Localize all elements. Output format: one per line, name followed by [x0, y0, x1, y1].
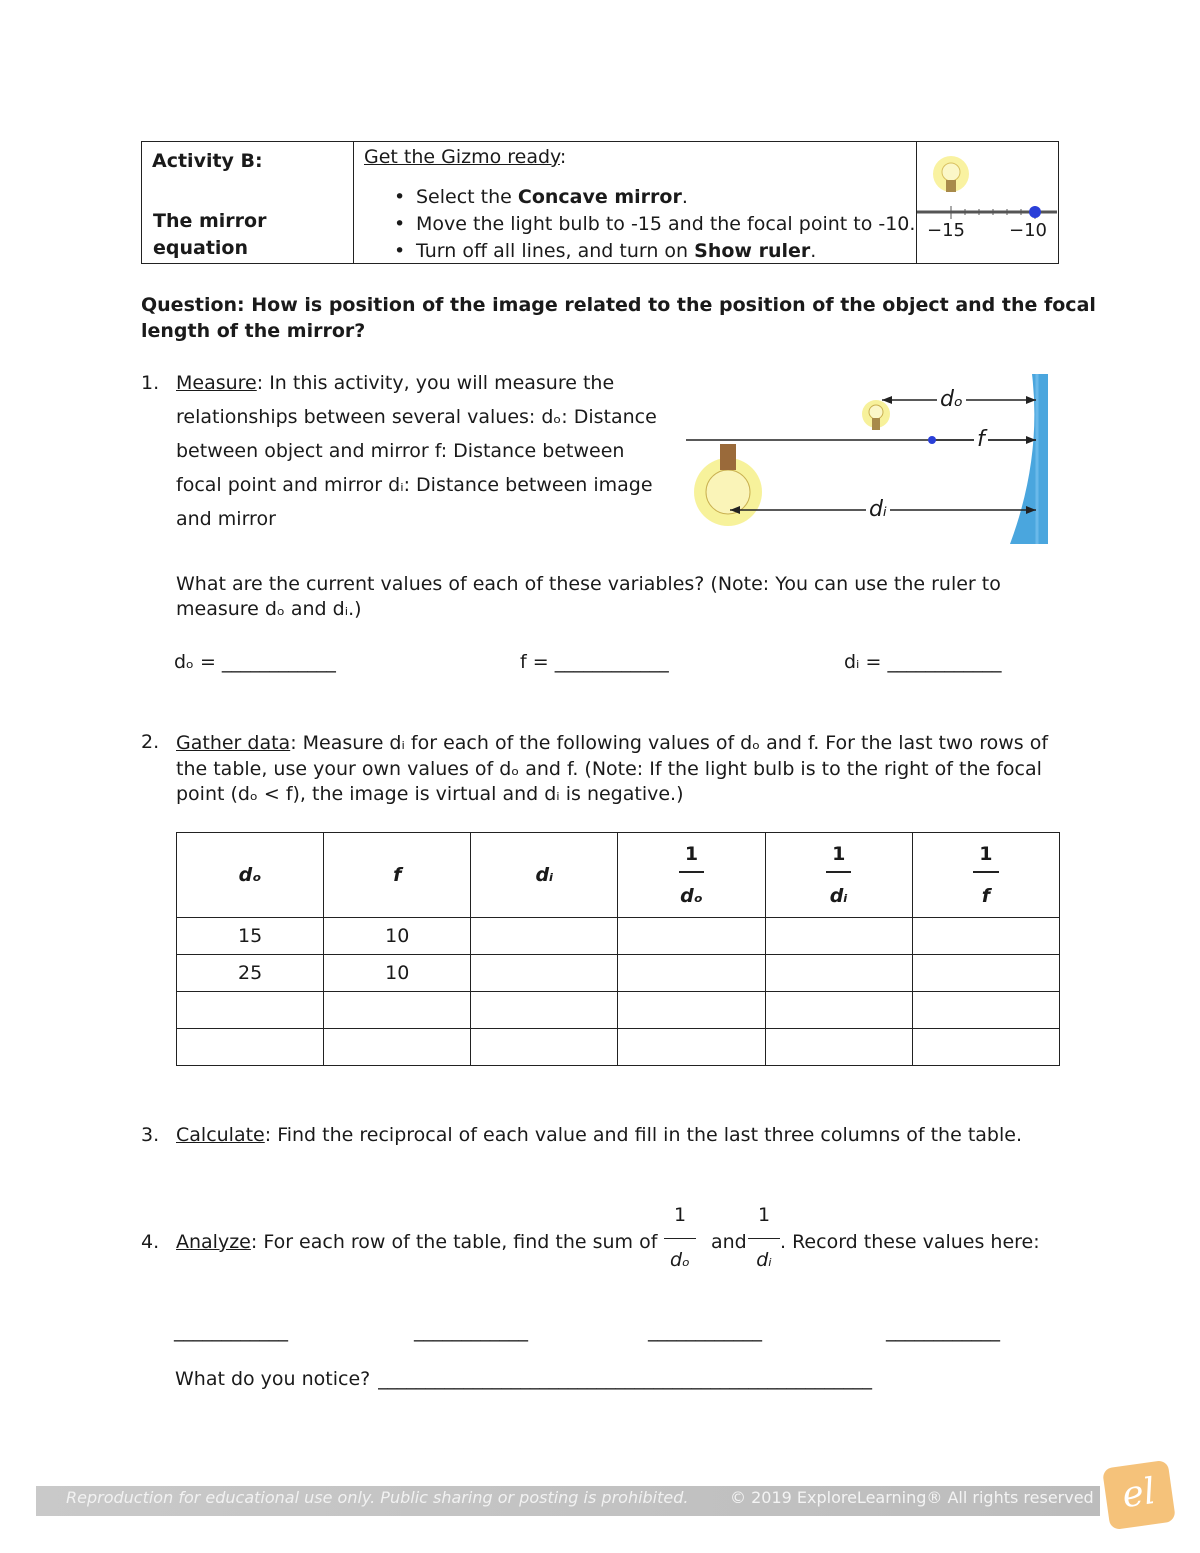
- q3-heading: Calculate: [176, 1124, 265, 1146]
- table-cell[interactable]: [618, 955, 765, 992]
- setup-bullet: • Select the Concave mirror.: [416, 186, 688, 208]
- notice-label: What do you notice?: [175, 1368, 371, 1390]
- mirror-diagram: [686, 372, 1048, 544]
- di-answer-blank[interactable]: dᵢ = ____________: [844, 651, 1002, 673]
- q2-text: Gather data: Measure dᵢ for each of the following values of dₒ and f. For the last two rows of the table, use your own values of dₒ and f. (Note: If the light bulb is to the right of the focal point (dₒ < f), the image is virtual and dᵢ is negative.): [176, 732, 1049, 805]
- table-cell: 25: [177, 955, 324, 992]
- sum-answer-blank[interactable]: ____________: [414, 1320, 528, 1342]
- q1-text: Measure: In this activity, you will measure the relationships between several values: dₒ: Distance between object and mirror f: Distance between focal point and mirror dᵢ: Distance between image and mirror: [176, 372, 657, 530]
- q2-heading: Gather data: [176, 732, 291, 754]
- ruler-preview-cell: [916, 142, 1058, 263]
- q4-fraction-di: 1 dᵢ: [748, 1204, 780, 1271]
- table-row: [177, 1029, 1060, 1066]
- header-f: f: [324, 833, 471, 918]
- diagram-label-do: dₒ: [937, 387, 966, 412]
- activity-title-cell: [142, 142, 354, 263]
- diagram-label-di: dᵢ: [866, 497, 890, 522]
- question-line2: length of the mirror?: [141, 320, 366, 342]
- q4-number: 4.: [141, 1231, 160, 1253]
- data-table: [176, 832, 1060, 1066]
- ruler-preview-image: [917, 142, 1057, 262]
- setup-bullet: • Turn off all lines, and turn on Show ruler.: [416, 240, 816, 262]
- table-cell[interactable]: [471, 955, 618, 992]
- table-cell[interactable]: [765, 955, 912, 992]
- table-header-row: [177, 833, 1060, 918]
- q1-prompt-line1: What are the current values of each of these variables? (Note: You can use the ruler to: [176, 573, 1001, 595]
- footer-copyright: © 2019 ExploreLearning® All rights reserved: [730, 1488, 1094, 1507]
- header-do: dₒ: [177, 833, 324, 918]
- q4-text-c: . Record these values here:: [780, 1231, 1040, 1253]
- ruler-label-minus-10: −10: [1009, 220, 1047, 241]
- q4-heading: Analyze: [176, 1231, 251, 1253]
- table-cell[interactable]: [912, 918, 1059, 955]
- sum-answer-blank[interactable]: ____________: [886, 1320, 1000, 1342]
- table-cell[interactable]: [765, 1029, 912, 1066]
- table-cell[interactable]: [471, 918, 618, 955]
- notice-answer-blank[interactable]: ____________________________________________________: [378, 1368, 872, 1390]
- q1-heading: Measure: [176, 372, 257, 394]
- header-recip-f: $\frac{1}{f}$: [912, 833, 1059, 918]
- explorelearning-logo-icon: el: [1102, 1460, 1176, 1531]
- setup-heading: Get the Gizmo ready:: [364, 146, 567, 168]
- header-di: dᵢ: [471, 833, 618, 918]
- table-cell[interactable]: [765, 918, 912, 955]
- diagram-label-f: f: [974, 427, 988, 452]
- sum-answer-blank[interactable]: ____________: [174, 1320, 288, 1342]
- table-row: [177, 918, 1060, 955]
- header-recip-di: $\frac{1}{\text{dᵢ}}$: [765, 833, 912, 918]
- table-row: [177, 955, 1060, 992]
- q2-number: 2.: [141, 731, 160, 753]
- q4-text-a: Analyze: For each row of the table, find the sum of: [176, 1231, 658, 1253]
- table-cell: 15: [177, 918, 324, 955]
- footer-reproduction-notice: Reproduction for educational use only. Public sharing or posting is prohibited.: [66, 1488, 689, 1507]
- question-line1: Question: How is position of the image related to the position of the object and the focal: [141, 294, 1096, 316]
- ruler-label-minus-15: −15: [927, 220, 965, 241]
- activity-title-line1: The mirror: [153, 210, 267, 232]
- table-cell[interactable]: [912, 992, 1059, 1029]
- table-cell[interactable]: [471, 992, 618, 1029]
- table-cell[interactable]: [618, 992, 765, 1029]
- table-cell: 10: [324, 918, 471, 955]
- table-cell[interactable]: [765, 992, 912, 1029]
- q4-text-and: and: [711, 1231, 747, 1253]
- q3-number: 3.: [141, 1124, 160, 1146]
- table-cell[interactable]: [912, 955, 1059, 992]
- q1-prompt-line2: measure dₒ and dᵢ.): [176, 598, 362, 620]
- table-row: [177, 992, 1060, 1029]
- sum-answer-blank[interactable]: ____________: [648, 1320, 762, 1342]
- f-answer-blank[interactable]: f = ____________: [520, 651, 669, 673]
- table-cell[interactable]: [324, 1029, 471, 1066]
- table-cell[interactable]: [177, 992, 324, 1029]
- table-cell[interactable]: [912, 1029, 1059, 1066]
- activity-label: Activity B:: [152, 150, 263, 172]
- table-cell[interactable]: [471, 1029, 618, 1066]
- header-recip-do: $\frac{1}{\text{dₒ}}$: [618, 833, 765, 918]
- table-cell: 10: [324, 955, 471, 992]
- activity-header-box: [141, 141, 1059, 264]
- do-answer-blank[interactable]: dₒ = ____________: [174, 651, 336, 673]
- q3-text: Calculate: Find the reciprocal of each value and fill in the last three columns of the table.: [176, 1124, 1022, 1146]
- activity-title-line2: equation: [153, 237, 249, 259]
- setup-bullet: • Move the light bulb to -15 and the focal point to -10.: [416, 213, 915, 235]
- q1-number: 1.: [141, 372, 160, 394]
- q4-fraction-do: 1 dₒ: [664, 1204, 696, 1271]
- table-cell[interactable]: [324, 992, 471, 1029]
- table-cell[interactable]: [177, 1029, 324, 1066]
- table-cell[interactable]: [618, 1029, 765, 1066]
- table-cell[interactable]: [618, 918, 765, 955]
